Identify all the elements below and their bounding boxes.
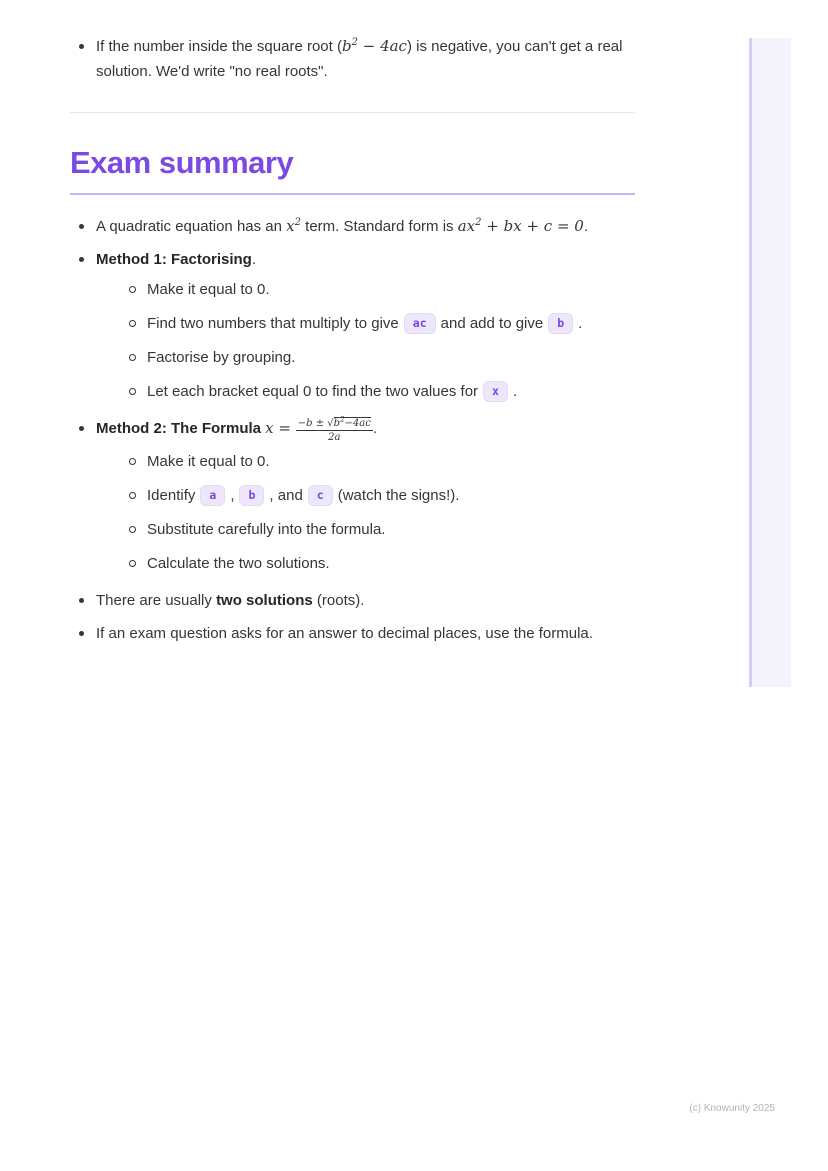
text-segment: Factorise by grouping. <box>147 349 296 366</box>
quadratic-formula <box>265 415 373 443</box>
section-divider <box>70 112 635 113</box>
math-exponent: 2 <box>351 37 358 48</box>
text-segment: . <box>512 383 518 400</box>
method-title: Method 1: Factorising <box>96 251 252 268</box>
list-item <box>70 247 635 404</box>
list-item <box>121 277 635 302</box>
section-heading: Exam summary <box>70 146 635 195</box>
list-item <box>121 517 635 542</box>
method1-steps <box>121 277 635 404</box>
text-segment: A quadratic equation has an <box>96 218 287 235</box>
code-chip: b <box>548 313 573 334</box>
text-segment: Identify <box>147 486 196 504</box>
code-chip: b <box>239 485 264 506</box>
summary-list <box>70 214 635 646</box>
fraction-numerator <box>296 415 373 432</box>
text-segment: . <box>578 315 583 332</box>
list-item <box>70 416 635 576</box>
math-exponent: 2 <box>475 217 482 228</box>
text-segment: , <box>230 486 235 504</box>
math-exponent: 2 <box>340 415 345 424</box>
code-chip: c <box>308 485 333 506</box>
list-item <box>121 345 635 370</box>
right-page-edge <box>749 38 791 687</box>
list-item <box>121 483 635 508</box>
code-chip: a <box>200 485 225 506</box>
radicand <box>334 417 371 429</box>
math-tail: + bx + c = 0 <box>481 217 584 235</box>
text-segment: Make it equal to 0. <box>147 452 270 470</box>
code-chip: ac <box>404 313 436 334</box>
list-item <box>70 34 635 84</box>
list-item <box>70 588 635 613</box>
text-segment: and add to give <box>440 315 544 332</box>
list-item <box>121 449 635 474</box>
math-exponent: 2 <box>294 217 301 228</box>
equals-sign: = <box>273 419 296 437</box>
text-segment: Find two numbers that multiply to give <box>147 315 399 332</box>
fraction <box>296 415 373 444</box>
math-expression <box>342 37 407 55</box>
text-segment: If the number inside the square root ( <box>96 38 342 55</box>
text-segment: Let each bracket equal 0 to find the two values for <box>147 383 479 400</box>
method2-steps <box>121 449 635 576</box>
math-variable: x <box>286 217 295 235</box>
text-segment: Substitute carefully into the formula. <box>147 520 386 538</box>
intro-list <box>70 34 635 84</box>
list-item <box>121 379 635 404</box>
list-item <box>121 551 635 576</box>
content-area <box>70 34 635 654</box>
text-segment: . <box>251 251 257 268</box>
text-segment: (roots). <box>312 591 365 609</box>
list-item <box>70 214 635 239</box>
radical-sign: √ <box>327 417 334 429</box>
text-segment: If an exam question asks for an answer to decimal places, use the formula. <box>96 624 593 642</box>
fraction-denominator: 2a <box>328 432 341 443</box>
math-variable: b <box>341 37 352 55</box>
text-segment: , and <box>269 486 303 504</box>
text-segment: . <box>372 420 378 437</box>
text-segment: There are usually <box>96 591 217 609</box>
text-segment: (watch the signs!). <box>337 486 460 504</box>
code-chip: x <box>483 381 508 402</box>
math-expression <box>458 217 584 235</box>
method-title: Method 2: The Formula <box>96 420 261 437</box>
math-expression <box>286 217 301 235</box>
text-segment: . <box>583 218 588 235</box>
text-segment: ) is negative, you can't get a real solution. We'd write "no real roots". <box>96 38 623 80</box>
math-variable: x <box>265 419 274 437</box>
math-variable: b <box>333 417 341 429</box>
list-item <box>121 311 635 336</box>
text-segment: term. Standard form is <box>301 218 458 235</box>
math-segment: −b ± <box>297 417 328 429</box>
text-segment: Calculate the two solutions. <box>147 554 330 572</box>
list-item <box>70 621 635 646</box>
emphasis-text: two solutions <box>216 591 313 609</box>
math-tail: −4ac <box>344 417 371 429</box>
text-segment: Make it equal to 0. <box>147 281 270 298</box>
math-head: ax <box>457 217 476 235</box>
footer-copyright: (c) Knowunity 2025 <box>689 1103 775 1114</box>
math-tail: − 4ac <box>357 37 407 55</box>
